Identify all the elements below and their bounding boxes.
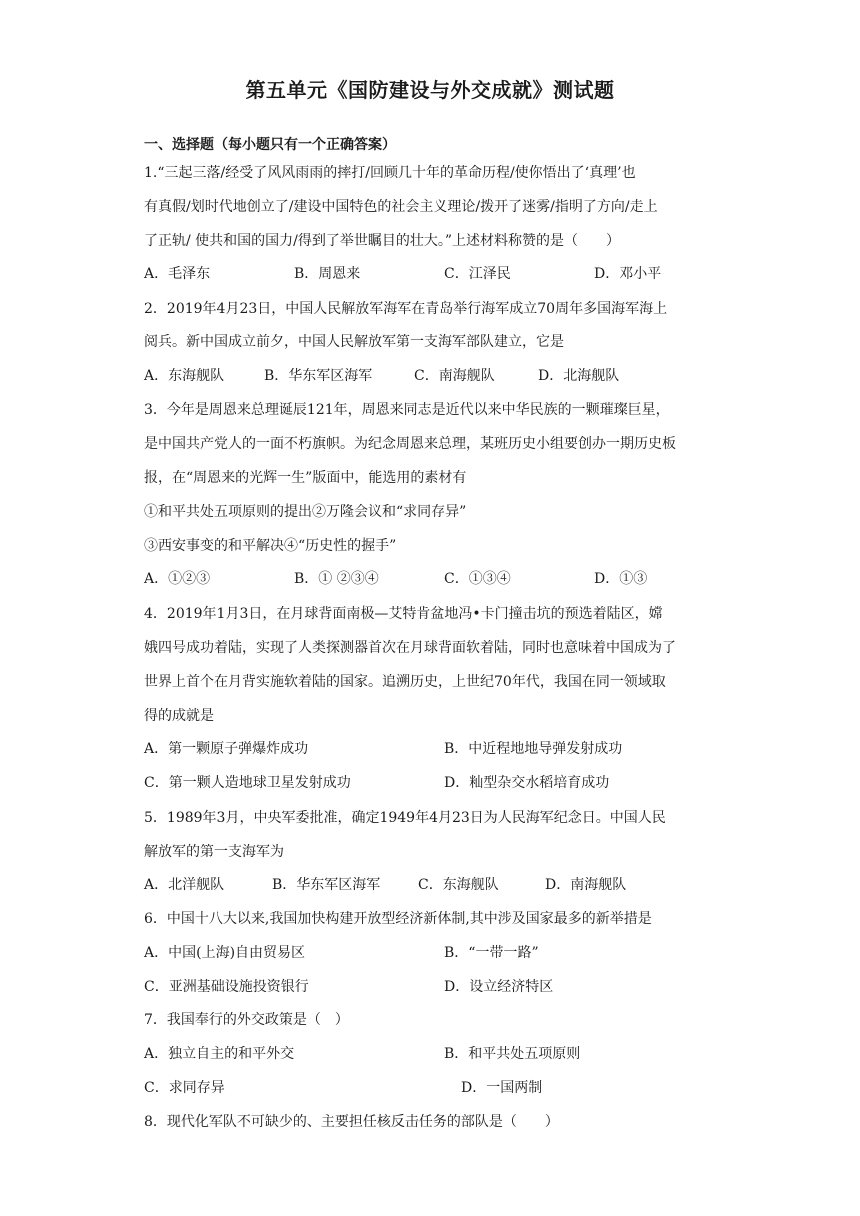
question-1-option-d: D．邓小平: [594, 266, 662, 282]
question-2-option-a: A．东海舰队: [144, 368, 225, 384]
document-title: 第五单元《国防建设与外交成就》测试题: [245, 78, 615, 102]
question-7-line-1: 7．我国奉行的外交政策是（ ）: [144, 1012, 349, 1028]
question-5-line-2: 解放军的第一支海军为: [144, 844, 284, 860]
question-1-option-c: C．江泽民: [444, 266, 511, 282]
question-1-option-b: B．周恩来: [294, 266, 361, 282]
question-6-option-c: C．亚洲基础设施投资银行: [144, 979, 309, 995]
question-2-option-d: D．北海舰队: [538, 368, 620, 384]
question-5-option-a: A．北洋舰队: [144, 877, 225, 893]
question-4-option-d: D．籼型杂交水稻培育成功: [444, 775, 610, 791]
question-2-option-c: C．南海舰队: [414, 368, 495, 384]
question-3-option-c: C．①③④: [444, 571, 511, 587]
question-1-line-1: 1.“三起三落/经受了风风雨雨的摔打/回顾几十年的革命历程/使你悟出了‘真理’也: [144, 165, 636, 181]
question-7-option-a: A．独立自主的和平外交: [144, 1046, 295, 1062]
section-heading: 一、选择题（每小题只有一个正确答案）: [144, 137, 396, 153]
question-6-option-d: D．设立经济特区: [444, 979, 554, 995]
question-7-option-c: C．求同存异: [144, 1080, 225, 1096]
question-8-line-1: 8．现代化军队不可缺少的、主要担任核反击任务的部队是（ ）: [144, 1114, 559, 1130]
question-1-option-a: A．毛泽东: [144, 266, 211, 282]
question-3-option-d: D．①③: [594, 571, 648, 587]
question-4-line-1: 4．2019年1月3日，在月球背面南极—艾特肯盆地冯•卡门撞击坑的预选着陆区，嫦: [144, 606, 663, 622]
question-6-line-1: 6．中国十八大以来,我国加快构建开放型经济新体制,其中涉及国家最多的新举措是: [144, 911, 652, 927]
question-4-option-b: B．中近程地地导弹发射成功: [444, 741, 623, 757]
question-5-line-1: 5．1989年3月，中央军委批准，确定1949年4月23日为人民海军纪念日。中国人民: [144, 810, 666, 826]
question-2-line-2: 阅兵。新中国成立前夕，中国人民解放军第一支海军部队建立，它是: [144, 334, 564, 350]
question-3-line-4: ①和平共处五项原则的提出②万隆会议和“求同存异”: [144, 504, 467, 520]
question-4-option-c: C．第一颗人造地球卫星发射成功: [144, 775, 351, 791]
question-3-line-2: 是中国共产党人的一面不朽旗帜。为纪念周恩来总理，某班历史小组要创办一期历史板: [144, 436, 676, 452]
question-7-option-d: D．一国两制: [461, 1080, 543, 1096]
question-3-line-3: 报，在“周恩来的光辉一生”版面中，能选用的素材有: [144, 470, 467, 486]
question-4-option-a: A．第一颗原子弹爆炸成功: [144, 741, 309, 757]
question-6-option-b: B．“一带一路”: [444, 945, 539, 961]
question-5-option-d: D．南海舰队: [545, 877, 627, 893]
question-3-option-b: B．① ②③④: [294, 571, 379, 587]
question-4-line-4: 得的成就是: [144, 708, 214, 724]
question-2-line-1: 2．2019年4月23日，中国人民解放军海军在青岛举行海军成立70周年多国海军海上: [144, 301, 668, 317]
question-3-line-1: 3．今年是周恩来总理诞辰121年，周恩来同志是近代以来中华民族的一颗璀璨巨星，: [144, 402, 670, 418]
question-5-option-b: B．华东军区海军: [272, 877, 381, 893]
question-1-line-3: 了正轨/ 使共和国的国力/得到了举世瞩目的壮大。”上述材料称赞的是（ ）: [144, 233, 621, 249]
question-7-option-b: B．和平共处五项原则: [444, 1046, 581, 1062]
question-5-option-c: C．东海舰队: [418, 877, 499, 893]
question-3-line-5: ③西安事变的和平解决④“历史性的握手”: [144, 538, 397, 554]
question-3-option-a: A．①②③: [144, 571, 211, 587]
question-4-line-2: 娥四号成功着陆，实现了人类探测器首次在月球背面软着陆，同时也意味着中国成为了: [144, 640, 676, 656]
question-6-option-a: A．中国(上海)自由贸易区: [144, 945, 306, 961]
question-4-line-3: 世界上首个在月背实施软着陆的国家。追溯历史，上世纪70年代，我国在同一领域取: [144, 674, 666, 690]
question-1-line-2: 有真假/划时代地创立了/建设中国特色的社会主义理论/拨开了迷雾/指明了方向/走上: [144, 199, 658, 215]
question-2-option-b: B．华东军区海军: [264, 368, 373, 384]
